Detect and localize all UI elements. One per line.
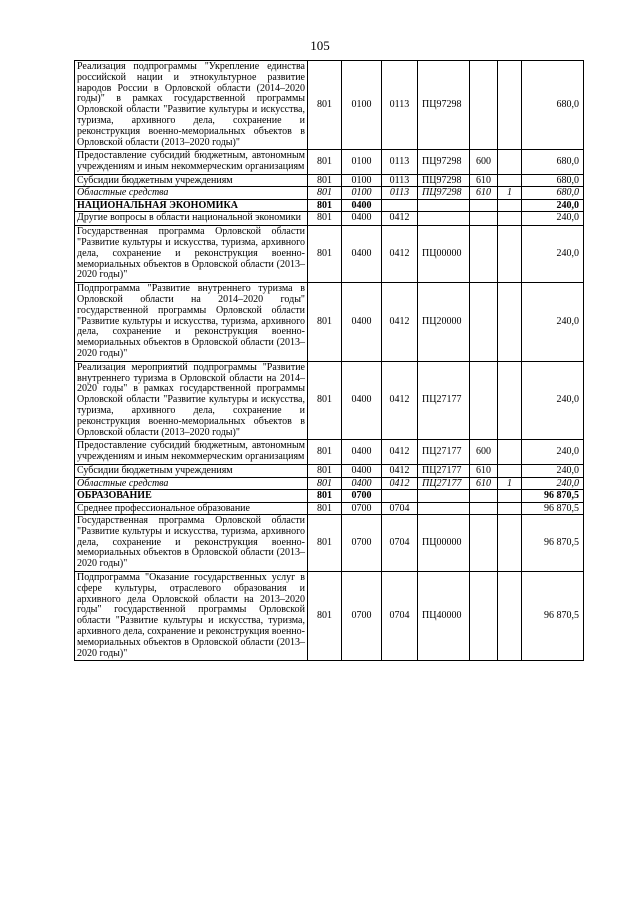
table-row — [75, 212, 584, 226]
cell-amount: 680,0 — [522, 61, 584, 150]
cell-rz: 0700 — [342, 502, 382, 515]
cell-name: Предоставление субсидий бюджетным, автономным учреждениям и иным некоммерческим организациям — [75, 150, 308, 175]
cell-amount: 240,0 — [522, 283, 584, 362]
cell-vr — [470, 212, 498, 226]
cell-vr — [470, 502, 498, 515]
cell-ved: 801 — [308, 226, 342, 283]
cell-pr: 0412 — [382, 440, 418, 465]
table-body — [75, 61, 584, 661]
cell-src: 1 — [498, 187, 522, 200]
table-row — [75, 199, 584, 212]
table-row — [75, 61, 584, 150]
table-row — [75, 515, 584, 572]
cell-ved: 801 — [308, 174, 342, 187]
cell-pr: 0412 — [382, 465, 418, 478]
cell-ved: 801 — [308, 477, 342, 490]
cell-rz: 0400 — [342, 477, 382, 490]
cell-vr — [470, 571, 498, 660]
cell-ved: 801 — [308, 502, 342, 515]
cell-rz: 0400 — [342, 199, 382, 212]
cell-pr: 0704 — [382, 571, 418, 660]
cell-rz: 0400 — [342, 465, 382, 478]
cell-src — [498, 361, 522, 440]
cell-rz: 0700 — [342, 571, 382, 660]
cell-vr — [470, 199, 498, 212]
cell-src — [498, 199, 522, 212]
cell-pr: 0412 — [382, 477, 418, 490]
cell-name: Подпрограмма "Развитие внутреннего туризма в Орловской области на 2014–2020 годы" государственной программы Орловской области "Развитие культуры и искусства, туризма, архивного дела, сохранение и реконструкция военно-мемориальных объектов в Орловской области (2013–2020 годы)" — [75, 283, 308, 362]
cell-vr — [470, 61, 498, 150]
cell-src — [498, 150, 522, 175]
cell-csr: ПЦ97298 — [418, 61, 470, 150]
cell-pr — [382, 490, 418, 503]
cell-ved: 801 — [308, 212, 342, 226]
cell-ved: 801 — [308, 283, 342, 362]
cell-csr: ПЦ97298 — [418, 150, 470, 175]
cell-ved: 801 — [308, 440, 342, 465]
cell-csr: ПЦ27177 — [418, 465, 470, 478]
cell-name: Предоставление субсидий бюджетным, автономным учреждениям и иным некоммерческим организациям — [75, 440, 308, 465]
cell-vr: 600 — [470, 440, 498, 465]
cell-name: Среднее профессиональное образование — [75, 502, 308, 515]
cell-pr: 0113 — [382, 187, 418, 200]
table-row — [75, 440, 584, 465]
table-row — [75, 187, 584, 200]
cell-csr — [418, 502, 470, 515]
cell-name: Реализация мероприятий подпрограммы "Развитие внутреннего туризма в Орловской области на 2014–2020 годы" в рамках государственной программы Орловской области "Развитие культуры и искусства, туризма, архивного дела, сохранение и реконструкция военно-мемориальных объектов в Орловской области (2013–2020 годы)" — [75, 361, 308, 440]
cell-name: Реализация подпрограммы "Укрепление единства российской нации и этнокультурное развитие народов России в Орловской области (2014–2020 годы)" в рамках государственной программы Орловской области "Развитие культуры и искусства, туризма, архивного дела, сохранение и реконструкция военно-мемориальных объектов в Орловской области (2013–2020 годы)" — [75, 61, 308, 150]
table-row — [75, 490, 584, 503]
cell-rz: 0100 — [342, 61, 382, 150]
cell-csr: ПЦ20000 — [418, 283, 470, 362]
cell-amount: 240,0 — [522, 361, 584, 440]
table-row — [75, 465, 584, 478]
cell-amount: 240,0 — [522, 477, 584, 490]
cell-vr — [470, 515, 498, 572]
cell-pr: 0412 — [382, 283, 418, 362]
cell-name: Государственная программа Орловской области "Развитие культуры и искусства, туризма, архивного дела, сохранение и реконструкция военно-мемориальных объектов в Орловской области (2013–2020 годы)" — [75, 515, 308, 572]
cell-rz: 0400 — [342, 226, 382, 283]
cell-rz: 0400 — [342, 361, 382, 440]
cell-src — [498, 490, 522, 503]
cell-pr: 0412 — [382, 226, 418, 283]
cell-amount: 240,0 — [522, 226, 584, 283]
cell-ved: 801 — [308, 150, 342, 175]
cell-vr — [470, 361, 498, 440]
cell-amount: 680,0 — [522, 174, 584, 187]
cell-vr: 610 — [470, 174, 498, 187]
cell-vr: 610 — [470, 187, 498, 200]
cell-name: Подпрограмма "Оказание государственных услуг в сфере культуры, отраслевого образования и архивного дела Орловской области на 2013–2020 годы" государственной программы Орловской области "Развитие культуры и искусства, туризма, архивного дела, сохранение и реконструкция военно-мемориальных объектов в Орловской области (2013–2020 годы)" — [75, 571, 308, 660]
cell-src — [498, 440, 522, 465]
cell-pr: 0113 — [382, 61, 418, 150]
cell-src — [498, 571, 522, 660]
cell-pr: 0113 — [382, 150, 418, 175]
table-row — [75, 226, 584, 283]
cell-ved: 801 — [308, 361, 342, 440]
cell-ved: 801 — [308, 465, 342, 478]
table-row — [75, 502, 584, 515]
cell-amount: 96 870,5 — [522, 515, 584, 572]
cell-name: НАЦИОНАЛЬНАЯ ЭКОНОМИКА — [75, 199, 308, 212]
cell-rz: 0100 — [342, 187, 382, 200]
cell-csr: ПЦ97298 — [418, 187, 470, 200]
budget-table — [74, 60, 584, 661]
cell-src — [498, 226, 522, 283]
table-row — [75, 361, 584, 440]
cell-src: 1 — [498, 477, 522, 490]
cell-csr — [418, 490, 470, 503]
cell-csr — [418, 199, 470, 212]
cell-src — [498, 174, 522, 187]
cell-amount: 240,0 — [522, 465, 584, 478]
cell-ved: 801 — [308, 515, 342, 572]
cell-amount: 96 870,5 — [522, 490, 584, 503]
table-row — [75, 150, 584, 175]
cell-name: Субсидии бюджетным учреждениям — [75, 174, 308, 187]
table-row — [75, 477, 584, 490]
cell-rz: 0100 — [342, 150, 382, 175]
cell-rz: 0400 — [342, 440, 382, 465]
cell-src — [498, 212, 522, 226]
cell-ved: 801 — [308, 571, 342, 660]
cell-src — [498, 465, 522, 478]
cell-src — [498, 61, 522, 150]
cell-rz: 0700 — [342, 515, 382, 572]
cell-amount: 96 870,5 — [522, 502, 584, 515]
cell-amount: 240,0 — [522, 440, 584, 465]
cell-ved: 801 — [308, 61, 342, 150]
table-row — [75, 571, 584, 660]
cell-vr: 610 — [470, 465, 498, 478]
cell-name: Областные средства — [75, 187, 308, 200]
cell-rz: 0700 — [342, 490, 382, 503]
cell-csr — [418, 212, 470, 226]
cell-name: Субсидии бюджетным учреждениям — [75, 465, 308, 478]
cell-src — [498, 283, 522, 362]
cell-amount: 680,0 — [522, 150, 584, 175]
cell-pr: 0113 — [382, 174, 418, 187]
cell-name: Другие вопросы в области национальной экономики — [75, 212, 308, 226]
cell-csr: ПЦ27177 — [418, 361, 470, 440]
table-row — [75, 283, 584, 362]
cell-amount: 240,0 — [522, 212, 584, 226]
cell-csr: ПЦ27177 — [418, 477, 470, 490]
cell-csr: ПЦ00000 — [418, 515, 470, 572]
cell-vr — [470, 490, 498, 503]
cell-name: ОБРАЗОВАНИЕ — [75, 490, 308, 503]
cell-ved: 801 — [308, 187, 342, 200]
cell-vr — [470, 226, 498, 283]
cell-rz: 0400 — [342, 212, 382, 226]
cell-csr: ПЦ40000 — [418, 571, 470, 660]
cell-rz: 0100 — [342, 174, 382, 187]
cell-name: Государственная программа Орловской области "Развитие культуры и искусства, туризма, архивного дела, сохранение и реконструкция военно-мемориальных объектов в Орловской области (2013–2020 годы)" — [75, 226, 308, 283]
cell-pr — [382, 199, 418, 212]
cell-csr: ПЦ00000 — [418, 226, 470, 283]
cell-name: Областные средства — [75, 477, 308, 490]
cell-vr: 600 — [470, 150, 498, 175]
cell-pr: 0704 — [382, 502, 418, 515]
cell-src — [498, 515, 522, 572]
cell-pr: 0704 — [382, 515, 418, 572]
cell-rz: 0400 — [342, 283, 382, 362]
table-row — [75, 174, 584, 187]
cell-amount: 240,0 — [522, 199, 584, 212]
page-number: 105 — [310, 38, 330, 53]
cell-pr: 0412 — [382, 212, 418, 226]
cell-vr: 610 — [470, 477, 498, 490]
cell-csr: ПЦ97298 — [418, 174, 470, 187]
cell-vr — [470, 283, 498, 362]
cell-pr: 0412 — [382, 361, 418, 440]
cell-src — [498, 502, 522, 515]
cell-ved: 801 — [308, 490, 342, 503]
cell-ved: 801 — [308, 199, 342, 212]
cell-amount: 680,0 — [522, 187, 584, 200]
cell-amount: 96 870,5 — [522, 571, 584, 660]
cell-csr: ПЦ27177 — [418, 440, 470, 465]
